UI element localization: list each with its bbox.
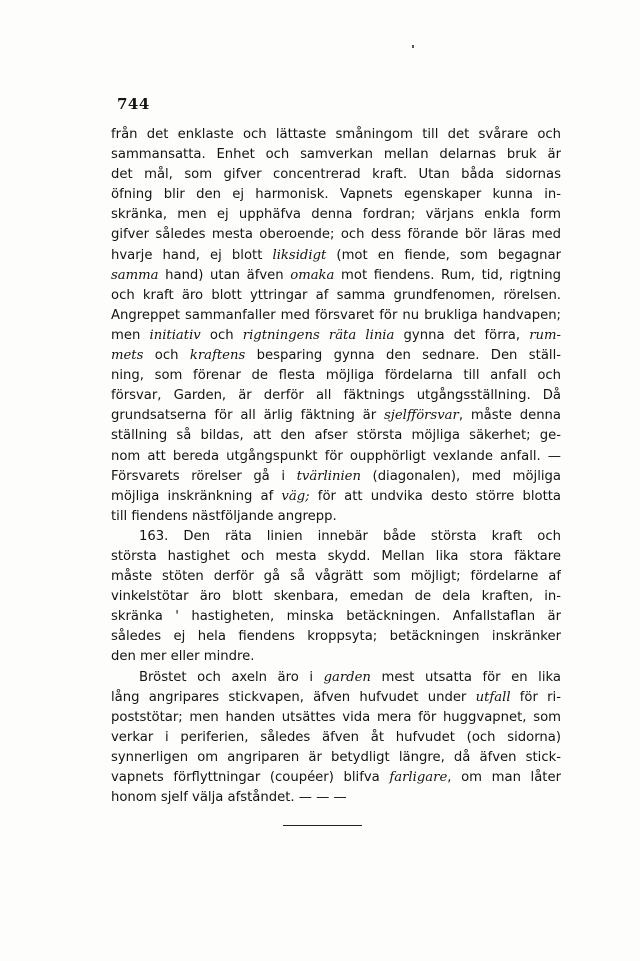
text-line (111, 587, 561, 607)
text-span: största hastighet och mesta skydd. Mellan lika stora fäktare (111, 548, 561, 564)
text-line (111, 266, 561, 286)
text-span: och (143, 348, 190, 364)
text-span: synnerligen om angriparen är betydligt längre, då äfven stick- (111, 749, 561, 765)
text-span: vinkelstötar äro blott skenbara, emedan de dela kraften, in- (111, 589, 561, 605)
text-span: gifver således mesta oberoende; och dess förande bör läras med (111, 227, 561, 243)
italic-term: utfall (475, 689, 511, 705)
text-line (111, 185, 561, 205)
text-span: (diagonalen), med möjliga (360, 468, 561, 484)
text-span: för att undvika desto större blotta (309, 488, 561, 504)
italic-term: tvärlinien (296, 468, 361, 484)
italic-term: väg; (281, 488, 310, 504)
text-line (111, 286, 561, 306)
text-line (111, 326, 561, 346)
text-span: skränka, men ej upphäfva denna fordran; värjans enkla form (111, 207, 561, 223)
italic-term: garden (323, 669, 371, 685)
text-span: sammansatta. Enhet och samverkan mellan delarnas bruk är (111, 147, 561, 163)
text-line (111, 467, 561, 487)
text-span: till fiendens nästföljande angrepp. (111, 508, 337, 524)
text-span: (mot en fiende, som begagnar (326, 247, 561, 263)
section-end-rule (283, 825, 362, 826)
italic-term: rigtningens räta linia (242, 327, 395, 343)
text-line (111, 647, 561, 667)
text-span: poststötar; men handen utsättes vida mera för huggvapnet, som (111, 709, 561, 725)
text-line (111, 386, 561, 406)
text-span: måste stöten derför gå så vågrätt som möjligt; fördelarne af (111, 569, 561, 585)
text-line (111, 125, 561, 145)
text-line (111, 547, 561, 567)
italic-term: mets (111, 348, 144, 364)
text-line (111, 668, 561, 688)
text-line (111, 708, 561, 728)
italic-term: kraftens (189, 348, 246, 364)
text-line (111, 788, 561, 808)
italic-term: farligare (389, 770, 448, 785)
ink-speck (412, 45, 414, 48)
text-span: det mål, som gifver concentrerad kraft. Utan båda sidornas (111, 167, 561, 183)
text-line (111, 688, 561, 708)
text-span: men (111, 327, 150, 343)
text-span: besparing gynna den sednare. Den ställ- (245, 348, 561, 364)
text-line (111, 768, 561, 788)
text-line (111, 306, 561, 326)
text-span: verkar i periferien, således äfven åt hufvudet (och sidorna) (111, 729, 561, 745)
text-line (111, 366, 561, 386)
italic-term: initiativ (149, 327, 201, 343)
text-line (111, 567, 561, 587)
text-span: öfning blir den ej harmonisk. Vapnets egenskaper kunna in- (111, 187, 561, 203)
text-span: mest utsatta för en lika (370, 669, 561, 685)
text-span: , måste denna (458, 408, 561, 424)
text-span: från det enklaste och lättaste småningom till det svårare och (111, 127, 561, 142)
body-text (111, 125, 561, 808)
text-line (111, 487, 561, 507)
text-span: 163. Den räta linien innebär både största kraft och (139, 528, 561, 544)
text-line (111, 728, 561, 748)
text-span: således ej hela fiendens kroppsyta; betäckningen inskränker (111, 629, 561, 645)
text-span: möjliga inskränkning af (111, 488, 282, 504)
text-line (111, 406, 561, 426)
text-span: skränka ' hastigheten, minska betäckningen. Anfallstaflan är (111, 609, 561, 625)
text-line (111, 246, 561, 266)
italic-term: sjelfförsvar (383, 408, 459, 424)
text-span: hvarje hand, ej blott (111, 247, 273, 263)
text-line (111, 607, 561, 627)
text-span: gynna det förra, (394, 327, 530, 343)
text-line (111, 507, 561, 527)
page-number: 744 (117, 95, 150, 113)
text-line (111, 165, 561, 185)
text-span: vapnets förflyttningar (coupéer) blifva (111, 770, 390, 785)
text-span: Angreppet sammanfaller med försvaret för nu brukliga handvapen; (111, 307, 561, 323)
text-line (111, 145, 561, 165)
text-span: den mer eller mindre. (111, 649, 255, 665)
text-line (111, 346, 561, 366)
text-line (111, 748, 561, 768)
text-line (111, 225, 561, 245)
text-span: och (200, 327, 243, 343)
text-span: , om man låter (447, 770, 561, 785)
text-span: honom sjelf välja afståndet. — — — (111, 790, 347, 806)
text-span: och kraft äro blott yttringar af samma grundfenomen, rörelsen. (111, 287, 561, 303)
italic-term: omaka (290, 267, 335, 283)
text-span: för ri- (510, 689, 561, 705)
text-span: hand) utan äfven (158, 267, 291, 283)
text-span: grundsatserna för all ärlig fäktning är (111, 408, 384, 424)
text-span: nom att bereda utgångspunkt för oupphörligt vexlande anfall. — (111, 448, 561, 464)
text-line (111, 205, 561, 225)
text-span: mot fiendens. Rum, tid, rigtning (334, 267, 561, 283)
text-line (111, 447, 561, 467)
text-span: ning, som förenar de flesta möjliga fördelarna till anfall och (111, 368, 561, 384)
text-line (111, 527, 561, 547)
text-span: Försvarets rörelser gå i (111, 468, 297, 484)
text-line (111, 426, 561, 446)
text-line (111, 627, 561, 647)
text-span: lång angripares stickvapen, äfven hufvudet under (111, 689, 476, 705)
italic-term: samma (111, 267, 159, 283)
text-span: ställning så bildas, att den afser största möjliga säkerhet; ge- (111, 428, 561, 444)
italic-term: liksidigt (272, 247, 327, 263)
text-span: försvar, Garden, är derför all fäktnings utgångsställning. Då (111, 388, 561, 404)
text-span: Bröstet och axeln äro i (139, 669, 324, 685)
italic-term: rum- (529, 327, 561, 343)
